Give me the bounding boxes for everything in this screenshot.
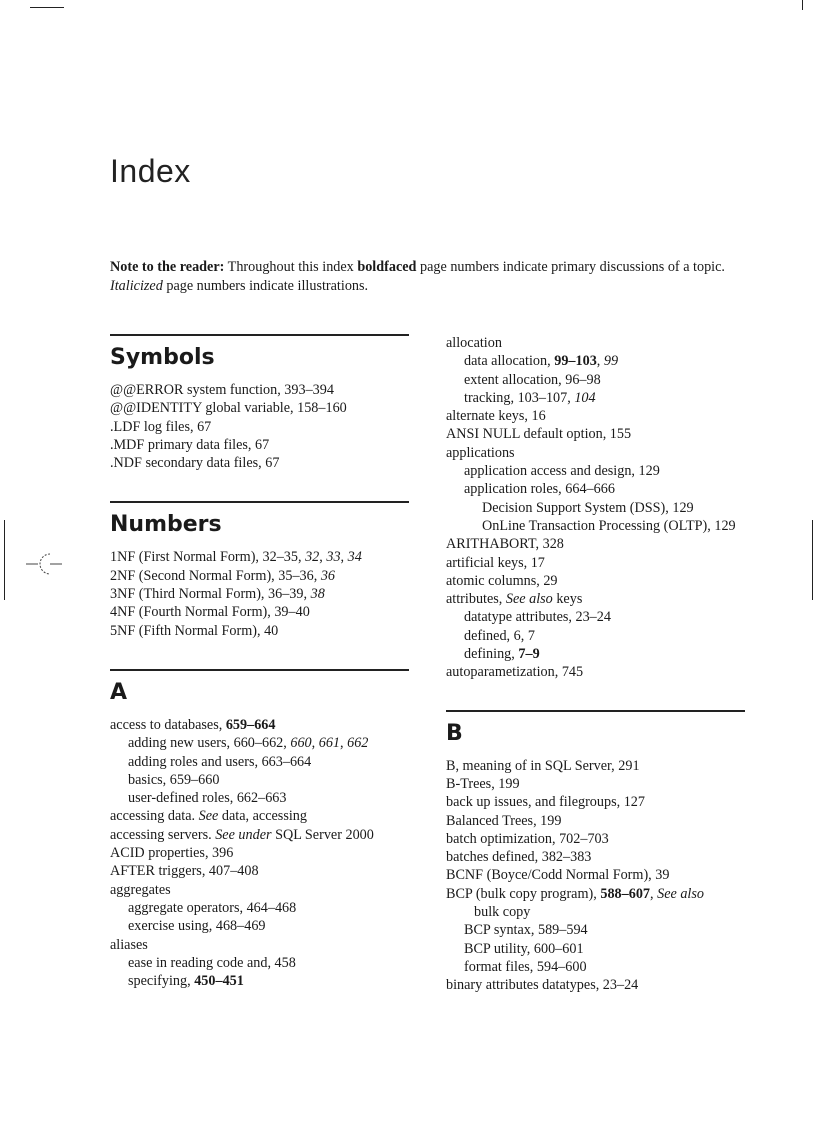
note-bold-word: boldfaced: [357, 259, 417, 276]
index-subentry: specifying, 450–451: [128, 973, 244, 990]
index-entry: ANSI NULL default option, 155: [446, 426, 632, 443]
index-entry: Balanced Trees, 199: [446, 812, 562, 829]
index-column-left: [110, 334, 410, 1019]
section-b: [446, 710, 746, 995]
index-entry: atomic columns, 29: [446, 572, 558, 589]
section-heading: Numbers: [110, 512, 222, 538]
section-rule: [446, 710, 745, 712]
index-entry: .MDF primary data files, 67: [110, 436, 270, 453]
note-text-1: Throughout this index: [224, 259, 358, 276]
section-heading: Symbols: [110, 345, 215, 370]
index-subentry: defined, 6, 7: [464, 627, 535, 644]
index-subentry: application access and design, 129: [464, 463, 660, 480]
index-entry: artificial keys, 17: [446, 554, 545, 571]
index-entry: batch optimization, 702–703: [446, 830, 609, 847]
note-text-3: page numbers indicate illustrations.: [162, 278, 369, 295]
index-column-right: [446, 334, 746, 1024]
index-entry: applications: [446, 444, 515, 461]
section-symbols: [110, 334, 410, 472]
index-entry: autoparametization, 745: [446, 664, 584, 681]
crop-mark-left: [4, 520, 5, 600]
index-entry: allocation: [446, 335, 502, 351]
index-subentry: defining, 7–9: [464, 646, 540, 663]
section-numbers: [110, 501, 410, 639]
index-entry: alternate keys, 16: [446, 408, 546, 425]
index-subentry: BCP syntax, 589–594: [464, 922, 588, 939]
index-subentry: format files, 594–600: [464, 958, 587, 975]
section-rule: [110, 669, 409, 671]
index-entry: 5NF (Fifth Normal Form), 40: [110, 622, 279, 639]
index-entry: @@IDENTITY global variable, 158–160: [110, 400, 347, 417]
note-text-2: page numbers indicate primary discussions of a topic.: [416, 259, 725, 276]
index-subentry: basics, 659–660: [128, 771, 220, 788]
index-subentry: tracking, 103–107, 104: [464, 389, 596, 406]
index-entry: attributes, See also keys: [446, 591, 583, 608]
registration-mark-icon: [24, 548, 64, 582]
index-entry: ACID properties, 396: [110, 845, 234, 862]
index-entry: aggregates: [110, 881, 171, 898]
index-entry: binary attributes datatypes, 23–24: [446, 977, 639, 994]
index-entry-continuation: bulk copy: [474, 904, 531, 921]
section-a: [110, 669, 410, 990]
index-subentry: exercise using, 468–469: [128, 918, 266, 935]
index-entry: accessing servers. See under SQL Server 2000: [110, 826, 374, 843]
index-entry: @@ERROR system function, 393–394: [110, 382, 334, 398]
index-subentry: user-defined roles, 662–663: [128, 790, 287, 807]
index-entry: 2NF (Second Normal Form), 35–36, 36: [110, 567, 336, 584]
index-subentry: ease in reading code and, 458: [128, 954, 296, 971]
index-entry: B, meaning of in SQL Server, 291: [446, 757, 640, 774]
index-subentry: datatype attributes, 23–24: [464, 609, 611, 626]
crop-mark-top-left: [30, 7, 64, 8]
index-subentry: adding new users, 660–662, 660, 661, 662: [128, 735, 369, 752]
index-subsubentry: OnLine Transaction Processing (OLTP), 129: [482, 517, 736, 534]
index-subentry: aggregate operators, 464–468: [128, 899, 297, 916]
reader-note: [110, 258, 750, 296]
index-entry: aliases: [110, 936, 148, 953]
index-entry: access to databases, 659–664: [110, 716, 276, 733]
index-entry: 4NF (Fourth Normal Form), 39–40: [110, 604, 310, 621]
index-subentry: adding roles and users, 663–664: [128, 753, 312, 770]
section-heading: A: [110, 679, 128, 705]
section-rule: [110, 334, 409, 336]
index-entry: 1NF (First Normal Form), 32–35, 32, 33, 34: [110, 549, 362, 566]
index-entry: ARITHABORT, 328: [446, 536, 564, 553]
index-entry: 3NF (Third Normal Form), 36–39, 38: [110, 586, 325, 603]
index-subentry: data allocation, 99–103, 99: [464, 353, 619, 370]
index-entry: .LDF log files, 67: [110, 418, 212, 435]
index-subentry: extent allocation, 96–98: [464, 371, 601, 388]
section-rule: [110, 501, 409, 503]
section-heading: B: [446, 720, 463, 746]
index-entry: B-Trees, 199: [446, 775, 520, 792]
index-entry: batches defined, 382–383: [446, 849, 592, 866]
index-entry: AFTER triggers, 407–408: [110, 863, 259, 880]
index-entry: .NDF secondary data files, 67: [110, 455, 280, 472]
page-title: Index: [110, 153, 191, 190]
index-subentry: BCP utility, 600–601: [464, 940, 584, 957]
index-subsubentry: Decision Support System (DSS), 129: [482, 499, 694, 516]
crop-mark-top-right: [802, 0, 803, 10]
index-subentry: application roles, 664–666: [464, 481, 615, 498]
index-entry: BCNF (Boyce/Codd Normal Form), 39: [446, 867, 670, 884]
crop-mark-right: [812, 520, 813, 600]
index-entry: BCP (bulk copy program), 588–607, See also: [446, 885, 704, 902]
note-lead: Note to the reader:: [110, 259, 225, 276]
section-a-continued: [446, 334, 746, 682]
index-entry: back up issues, and filegroups, 127: [446, 794, 645, 811]
index-entry: accessing data. See data, accessing: [110, 808, 307, 825]
note-italic-word: Italicized: [110, 278, 163, 295]
